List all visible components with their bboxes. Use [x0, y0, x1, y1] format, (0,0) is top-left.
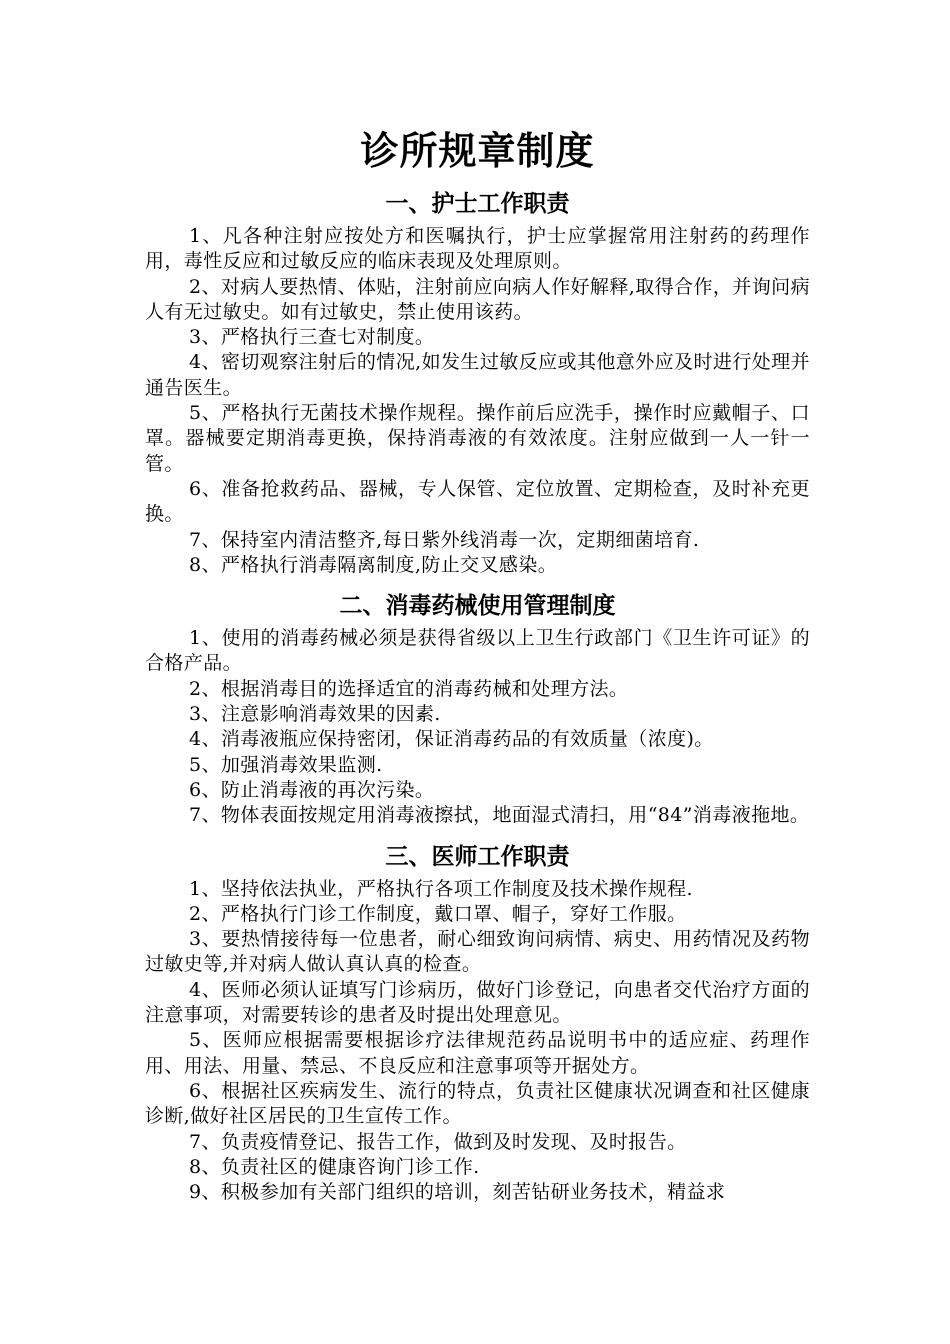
list-item: 3、注意影响消毒效果的因素.	[189, 703, 441, 726]
list-item: 3、要热情接待每一位患者，耐心细致询问病情、病史、用药情况及药物过敏史等,并对病人做认真认真的检查。	[145, 928, 810, 976]
list-item: 3、严格执行三查七对制度。	[189, 326, 435, 349]
list-item: 6、准备抢救药品、器械，专人保管、定位放置、定期检查，及时补充更换。	[145, 477, 810, 526]
section-heading-disinfection-management: 二、消毒药械使用管理制度	[339, 593, 616, 620]
list-item: 6、根据社区疾病发生、流行的特点，负责社区健康状况调查和社区健康诊断,做好社区居民的卫生宣传工作。	[145, 1079, 810, 1128]
list-item: 4、密切观察注射后的情况,如发生过敏反应或其他意外应及时进行处理并通告医生。	[145, 351, 810, 399]
list-item: 5、严格执行无菌技术操作规程。操作前后应洗手，操作时应戴帽子、口罩。器械要定期消毒更换，保持消毒液的有效浓度。注射应做到一人一针一管。	[145, 402, 810, 475]
list-item: 7、保持室内清洁整齐,每日紫外线消毒一次，定期细菌培育.	[189, 528, 700, 551]
list-item: 1、使用的消毒药械必须是获得省级以上卫生行政部门《卫生许可证》的合格产品。	[145, 627, 810, 675]
section-heading-physician-duties: 三、医师工作职责	[385, 843, 570, 870]
list-item: 4、医师必须认证填写门诊病历，做好门诊登记，向患者交代治疗方面的注意事项，对需要转诊的患者及时提出处理意见。	[145, 978, 810, 1027]
section-heading-nurse-duties: 一、护士工作职责	[385, 191, 570, 217]
list-item: 2、对病人要热情、体贴，注射前应向病人作好解释,取得合作，并询问病人有无过敏史。如有过敏史，禁止使用该药。	[145, 275, 810, 323]
list-item: 2、根据消毒目的选择适宜的消毒药械和处理方法。	[189, 677, 629, 700]
document-page	[145, 122, 810, 1213]
list-item: 4、消毒液瓶应保持密闭，保证消毒药品的有效质量（浓度)。	[189, 728, 714, 751]
list-item: 8、严格执行消毒隔离制度,防止交叉感染。	[189, 553, 558, 576]
list-item: 8、负责社区的健康咨询门诊工作.	[189, 1155, 480, 1178]
document-title: 诊所规章制度	[360, 129, 595, 173]
list-item: 5、医师应根据需要根据诊疗法律规范药品说明书中的适应症、药理作用、用法、用量、禁忌、不良反应和注意事项等开据处方。	[145, 1029, 810, 1077]
list-item: 5、加强消毒效果监测.	[189, 753, 383, 776]
list-item: 6、防止消毒液的再次污染。	[189, 778, 435, 801]
list-item: 1、坚持依法执业，严格执行各项工作制度及技术操作规程.	[189, 877, 693, 900]
list-item: 7、物体表面按规定用消毒液擦拭，地面湿式清扫，用“84”消毒液拖地。	[189, 804, 810, 827]
section-list-nurse-duties	[145, 224, 810, 578]
list-item: 1、凡各种注射应按处方和医嘱执行，护士应掌握常用注射药的药理作用，毒性反应和过敏反应的临床表现及处理原则。	[145, 225, 810, 273]
list-item: 9、积极参加有关部门组织的培训，刻苦钻研业务技术，精益求	[189, 1181, 726, 1204]
list-item: 7、负责疫情登记、报告工作，做到及时发现、及时报告。	[189, 1130, 687, 1153]
section-list-physician-duties	[145, 877, 810, 1206]
section-list-disinfection-management	[145, 626, 810, 828]
list-item: 2、严格执行门诊工作制度，戴口罩、帽子，穿好工作服。	[189, 902, 687, 925]
